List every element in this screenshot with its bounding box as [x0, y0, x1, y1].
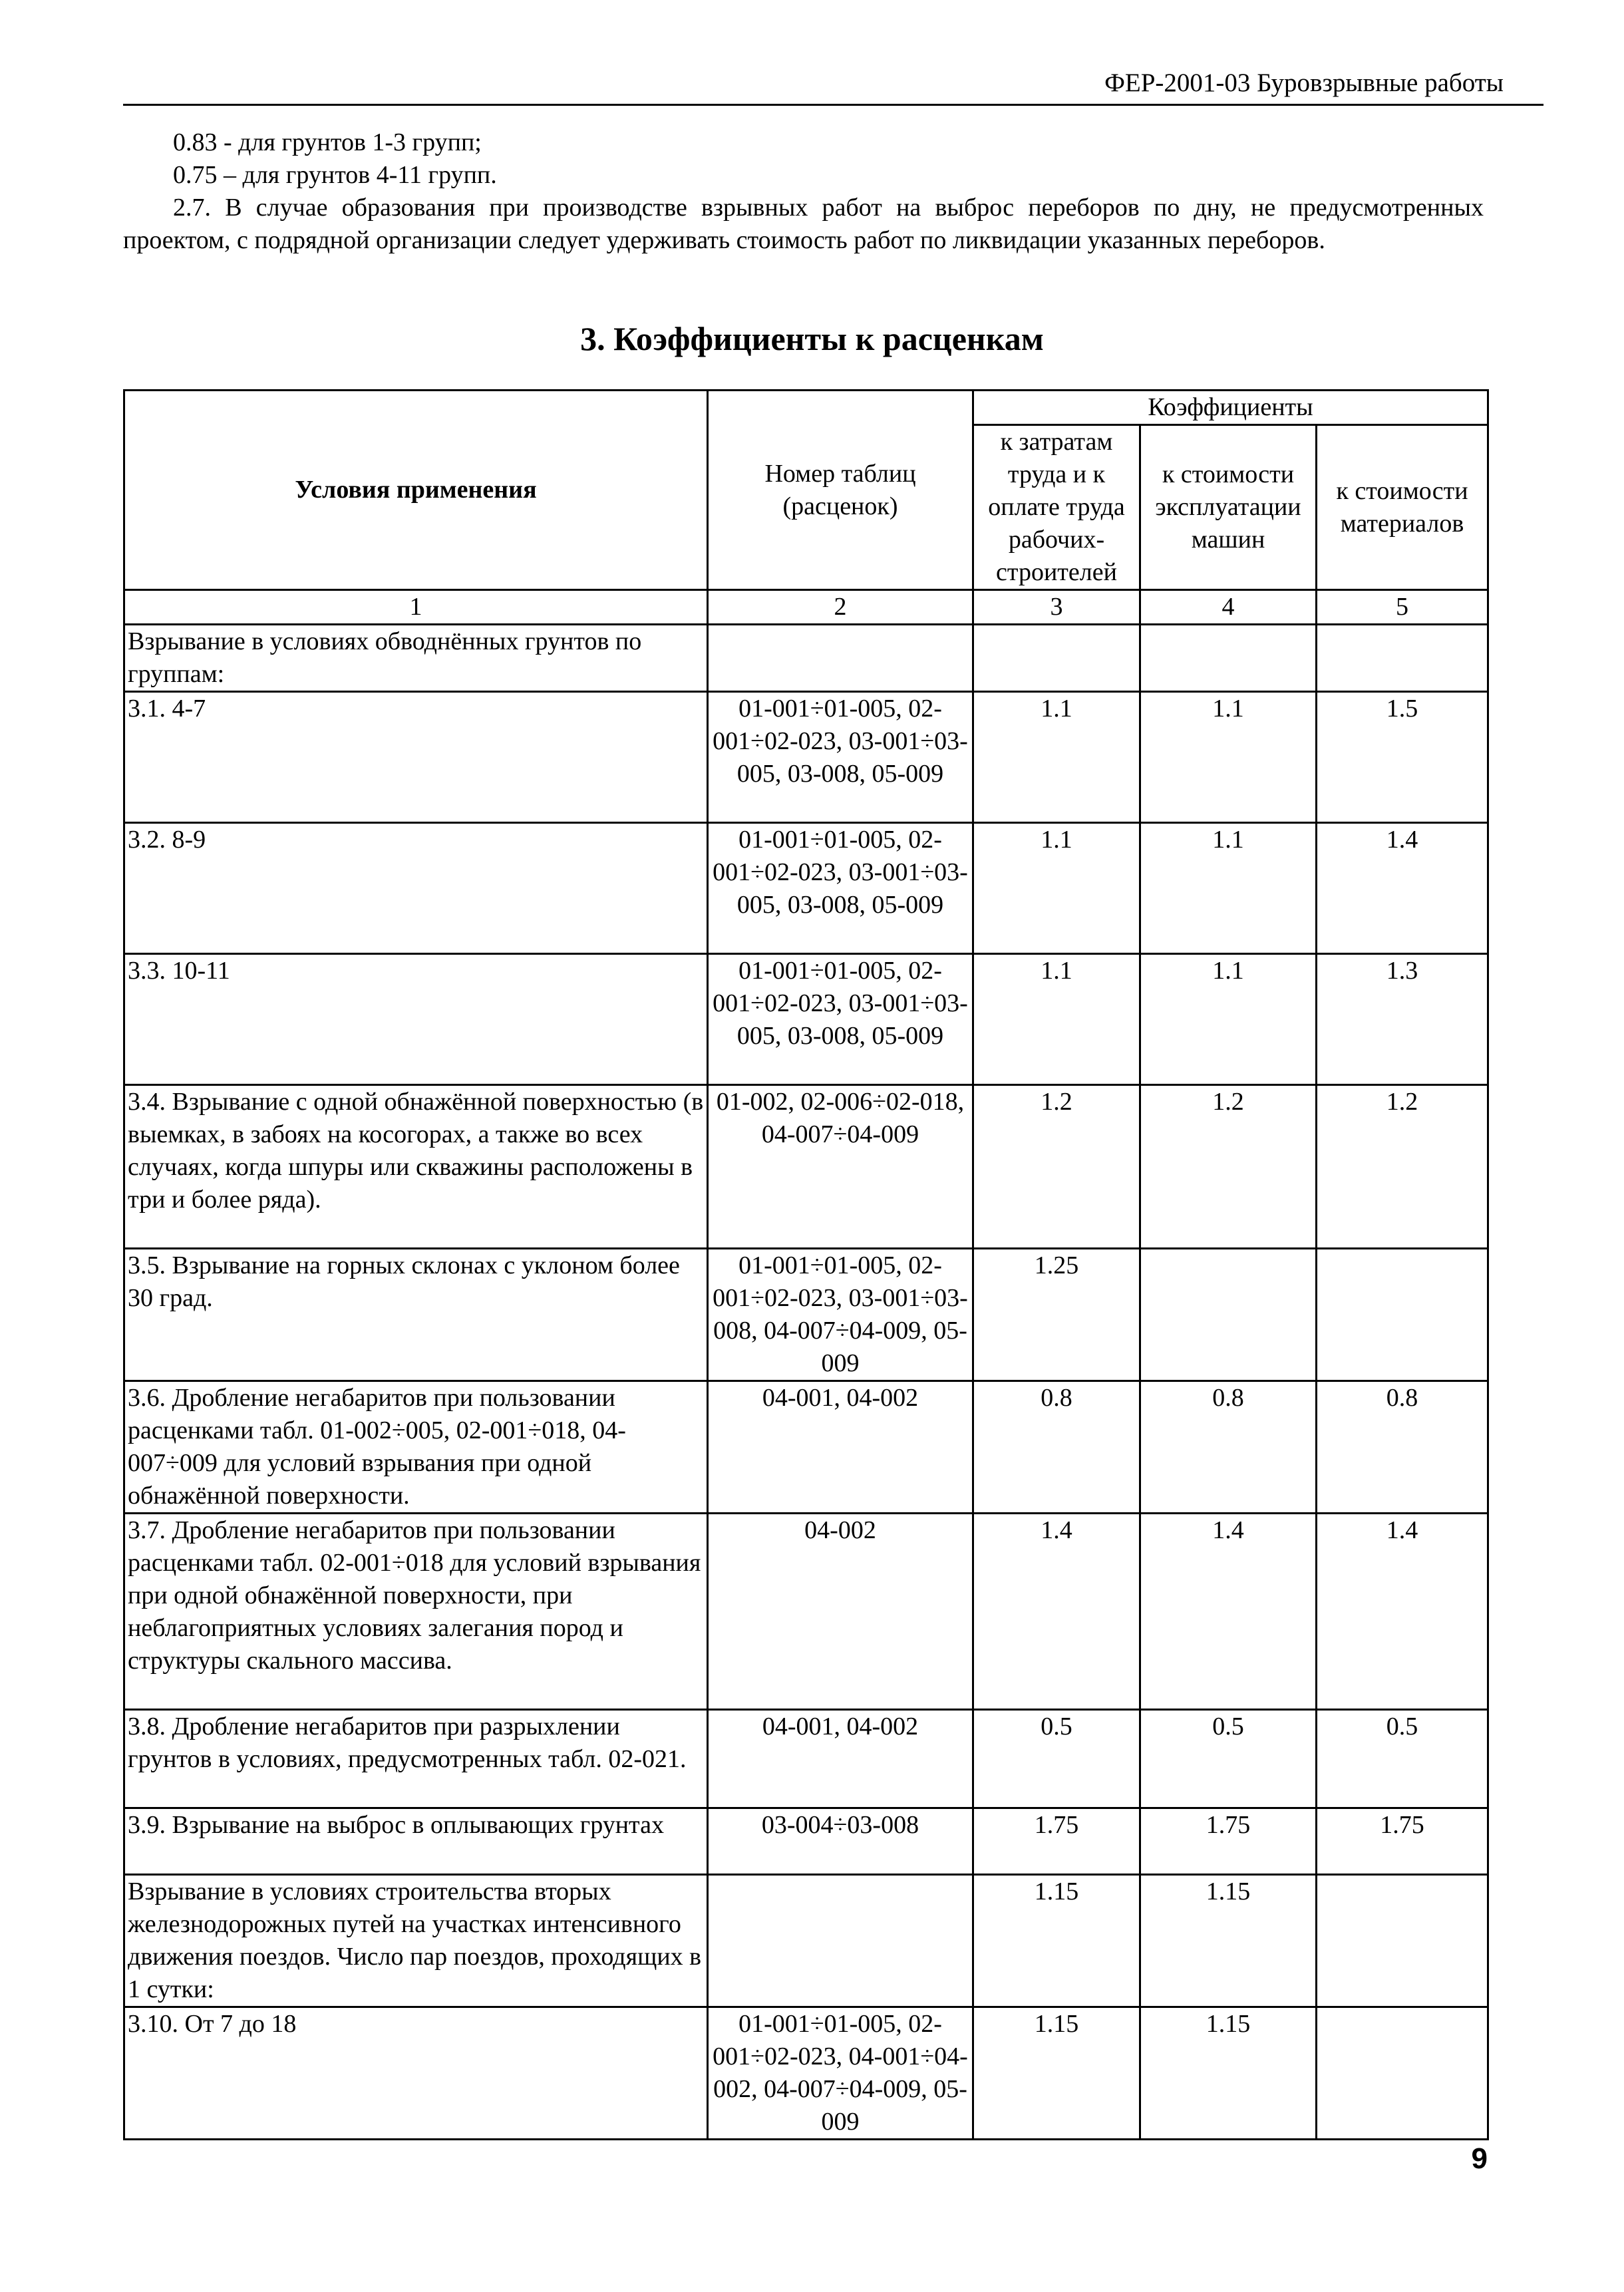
condition-cell: 3.7. Дробление негабаритов при пользовании расценками табл. 02-001÷018 для условий взрывания при одной обнажённой поверхности, при неблагоприятных условиях залегания пород и структуры скального массива.: [124, 1514, 708, 1710]
labor-cell: 0.8: [973, 1381, 1140, 1514]
machines-cell: 1.4: [1140, 1514, 1317, 1710]
materials-cell: 1.5: [1317, 692, 1488, 823]
materials-cell: 1.2: [1317, 1085, 1488, 1249]
tables-cell: 01-001÷01-005, 02-001÷02-023, 03-001÷03-008, 04-007÷04-009, 05-009: [708, 1249, 973, 1381]
machines-cell: 1.1: [1140, 692, 1317, 823]
intro-line-1: 0.83 - для грунтов 1-3 групп;: [173, 128, 482, 156]
machines-cell: [1140, 625, 1317, 692]
coefficients-table: [123, 389, 1489, 2140]
machines-cell: 1.75: [1140, 1808, 1317, 1875]
materials-cell: 1.3: [1317, 954, 1488, 1085]
column-number: 2: [708, 590, 973, 625]
machines-cell: 1.15: [1140, 2007, 1317, 2140]
machines-cell: [1140, 1249, 1317, 1381]
tables-cell: 01-001÷01-005, 02-001÷02-023, 03-001÷03-005, 03-008, 05-009: [708, 692, 973, 823]
header-coefficients: Коэффициенты: [973, 391, 1488, 425]
machines-cell: 1.2: [1140, 1085, 1317, 1249]
labor-cell: 1.1: [973, 823, 1140, 954]
machines-cell: 0.5: [1140, 1710, 1317, 1808]
labor-cell: 1.75: [973, 1808, 1140, 1875]
tables-cell: 01-001÷01-005, 02-001÷02-023, 04-001÷04-002, 04-007÷04-009, 05-009: [708, 2007, 973, 2140]
table-row: [124, 1085, 1488, 1249]
condition-cell: 3.10. От 7 до 18: [124, 2007, 708, 2140]
condition-cell: 3.3. 10-11: [124, 954, 708, 1085]
labor-cell: 1.2: [973, 1085, 1140, 1249]
column-number: 4: [1140, 590, 1317, 625]
condition-cell: 3.5. Взрывание на горных склонах с уклоном более 30 град.: [124, 1249, 708, 1381]
tables-cell: 03-004÷03-008: [708, 1808, 973, 1875]
table-row: [124, 1875, 1488, 2007]
header-conditions: Условия применения: [124, 391, 708, 590]
materials-cell: 1.75: [1317, 1808, 1488, 1875]
materials-cell: 1.4: [1317, 1514, 1488, 1710]
table-row: [124, 1514, 1488, 1710]
condition-cell: Взрывание в условиях обводнённых грунтов по группам:: [124, 625, 708, 692]
intro-text: [123, 126, 1484, 257]
header-machines: к стоимости эксплуатации машин: [1140, 425, 1317, 590]
materials-cell: [1317, 625, 1488, 692]
tables-cell: 04-002: [708, 1514, 973, 1710]
condition-cell: Взрывание в условиях строительства вторых железнодорожных путей на участках интенсивного движения поездов. Число пар поездов, проходящих в 1 сутки:: [124, 1875, 708, 2007]
column-number: 3: [973, 590, 1140, 625]
header-labor: к затратам труда и к оплате труда рабочих-строителей: [973, 425, 1140, 590]
machines-cell: 1.1: [1140, 823, 1317, 954]
tables-cell: [708, 625, 973, 692]
column-number: 5: [1317, 590, 1488, 625]
table-row: [124, 1710, 1488, 1808]
tables-cell: 01-001÷01-005, 02-001÷02-023, 03-001÷03-005, 03-008, 05-009: [708, 823, 973, 954]
condition-cell: 3.2. 8-9: [124, 823, 708, 954]
condition-cell: 3.1. 4-7: [124, 692, 708, 823]
table-row: [124, 692, 1488, 823]
labor-cell: 1.25: [973, 1249, 1140, 1381]
condition-cell: 3.8. Дробление негабаритов при разрыхлении грунтов в условиях, предусмотренных табл. 02-021.: [124, 1710, 708, 1808]
condition-cell: 3.9. Взрывание на выброс в оплывающих грунтах: [124, 1808, 708, 1875]
labor-cell: [973, 625, 1140, 692]
header-materials: к стоимости материалов: [1317, 425, 1488, 590]
section-title: 3. Коэффициенты к расценкам: [580, 320, 1044, 357]
condition-cell: 3.4. Взрывание с одной обнажённой поверхностью (в выемках, в забоях на косогорах, а также во всех случаях, когда шпуры или скважины расположены в три и более ряда).: [124, 1085, 708, 1249]
page-number: 9: [1471, 2142, 1488, 2175]
machines-cell: 1.1: [1140, 954, 1317, 1085]
page-header: [123, 64, 1543, 106]
materials-cell: [1317, 1249, 1488, 1381]
labor-cell: 1.15: [973, 2007, 1140, 2140]
header-table-number: Номер таблиц (расценок): [708, 391, 973, 590]
column-number: 1: [124, 590, 708, 625]
tables-cell: 04-001, 04-002: [708, 1381, 973, 1514]
labor-cell: 1.4: [973, 1514, 1140, 1710]
labor-cell: 0.5: [973, 1710, 1140, 1808]
intro-line-2: 0.75 – для грунтов 4-11 групп.: [173, 161, 497, 189]
labor-cell: 1.1: [973, 692, 1140, 823]
table-row: [124, 1381, 1488, 1514]
table-row: [124, 954, 1488, 1085]
materials-cell: [1317, 1875, 1488, 2007]
table-row: [124, 823, 1488, 954]
labor-cell: 1.1: [973, 954, 1140, 1085]
table-row: [124, 1808, 1488, 1875]
machines-cell: 1.15: [1140, 1875, 1317, 2007]
tables-cell: [708, 1875, 973, 2007]
table-row: [124, 1249, 1488, 1381]
tables-cell: 01-001÷01-005, 02-001÷02-023, 03-001÷03-005, 03-008, 05-009: [708, 954, 973, 1085]
materials-cell: 0.8: [1317, 1381, 1488, 1514]
labor-cell: 1.15: [973, 1875, 1140, 2007]
table-row: [124, 2007, 1488, 2140]
machines-cell: 0.8: [1140, 1381, 1317, 1514]
materials-cell: 0.5: [1317, 1710, 1488, 1808]
materials-cell: [1317, 2007, 1488, 2140]
tables-cell: 04-001, 04-002: [708, 1710, 973, 1808]
tables-cell: 01-002, 02-006÷02-018, 04-007÷04-009: [708, 1085, 973, 1249]
table-row: [124, 625, 1488, 692]
condition-cell: 3.6. Дробление негабаритов при пользовании расценками табл. 01-002÷005, 02-001÷018, 04-007÷009 для условий взрывания при одной обнажённой поверхности.: [124, 1381, 708, 1514]
materials-cell: 1.4: [1317, 823, 1488, 954]
header-title: ФЕР-2001-03 Буровзрывные работы: [1104, 69, 1504, 97]
intro-paragraph: 2.7. В случае образования при производстве взрывных работ на выброс переборов по дну, не предусмотренных проектом, с подрядной организации следует удерживать стоимость работ по ликвидации указанных переборов.: [123, 194, 1484, 254]
